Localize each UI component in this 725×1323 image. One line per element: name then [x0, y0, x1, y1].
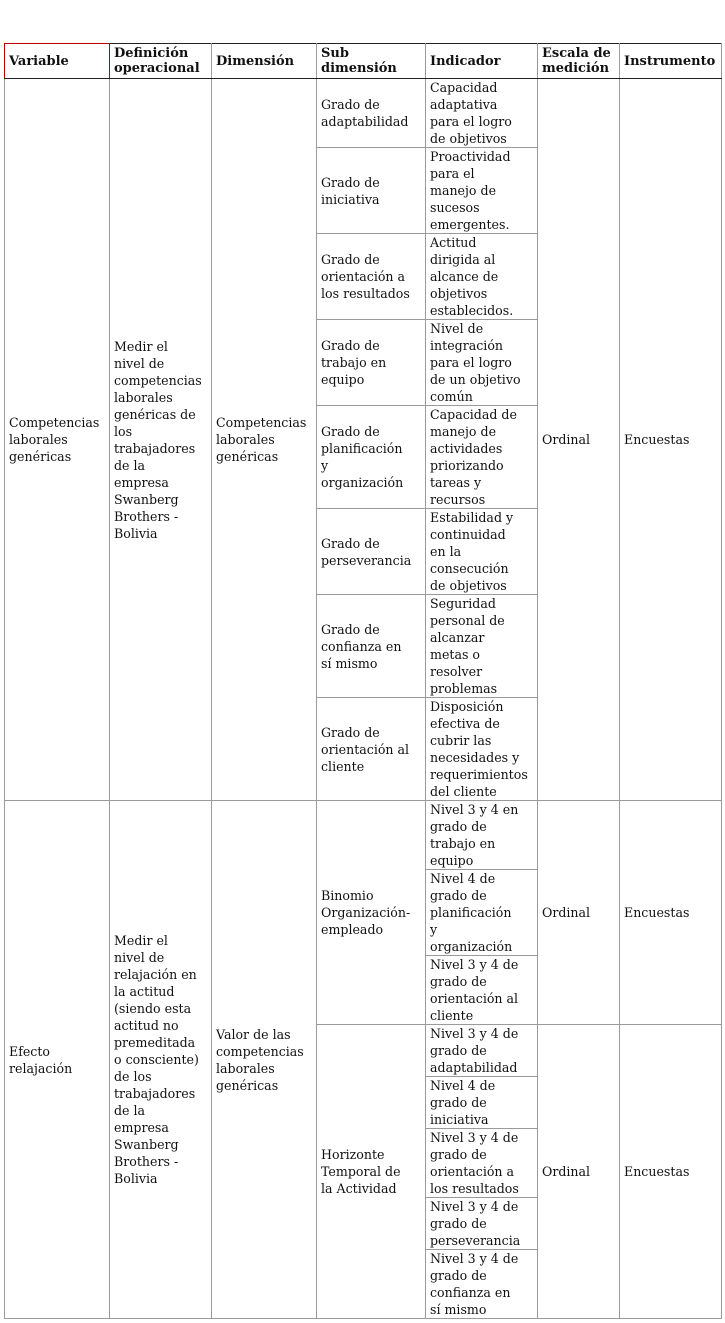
subdimension-cell: Grado de orientación al cliente	[317, 698, 426, 801]
indicador-cell: Estabilidad y continuidad en la consecución de objetivos	[426, 509, 538, 595]
indicador-cell: Nivel 3 y 4 de grado de orientación al cliente	[426, 956, 538, 1025]
indicador-cell: Actitud dirigida al alcance de objetivos establecidos.	[426, 234, 538, 320]
indicador-cell: Nivel 4 de grado de iniciativa	[426, 1077, 538, 1129]
indicador-cell: Nivel 3 y 4 de grado de confianza en sí mismo	[426, 1250, 538, 1319]
header-indicador: Indicador	[426, 44, 538, 79]
definicion-cell: Medir el nivel de relajación en la actitud (siendo esta actitud no premeditada o consciente) de los trabajadores de la empresa Swanberg Brothers - Bolivia	[110, 801, 212, 1319]
subdimension-cell: Grado de planificación y organización	[317, 406, 426, 509]
header-subdimension: Sub dimensión	[317, 44, 426, 79]
subdimension-cell: Horizonte Temporal de la Actividad	[317, 1025, 426, 1319]
subdimension-cell: Grado de trabajo en equipo	[317, 320, 426, 406]
header-instrumento: Instrumento	[620, 44, 722, 79]
escala-cell: Ordinal	[538, 1025, 620, 1319]
indicador-cell: Proactividad para el manejo de sucesos emergentes.	[426, 148, 538, 234]
escala-cell: Ordinal	[538, 79, 620, 801]
instrumento-cell: Encuestas	[620, 79, 722, 801]
operationalization-table	[4, 43, 722, 1319]
subdimension-cell: Grado de orientación a los resultados	[317, 234, 426, 320]
subdimension-cell: Grado de adaptabilidad	[317, 79, 426, 148]
subdimension-cell: Grado de perseverancia	[317, 509, 426, 595]
indicador-cell: Nivel 3 y 4 en grado de trabajo en equipo	[426, 801, 538, 870]
indicador-cell: Nivel 3 y 4 de grado de orientación a los resultados	[426, 1129, 538, 1198]
subdimension-cell: Binomio Organización- empleado	[317, 801, 426, 1025]
header-dimension: Dimensión	[212, 44, 317, 79]
header-row	[5, 44, 722, 79]
table-row	[5, 79, 722, 148]
indicador-cell: Nivel de integración para el logro de un objetivo común	[426, 320, 538, 406]
indicador-cell: Nivel 3 y 4 de grado de perseverancia	[426, 1198, 538, 1250]
indicador-cell: Nivel 4 de grado de planificación y organización	[426, 870, 538, 956]
indicador-cell: Seguridad personal de alcanzar metas o resolver problemas	[426, 595, 538, 698]
indicador-cell: Capacidad de manejo de actividades priorizando tareas y recursos	[426, 406, 538, 509]
indicador-cell: Nivel 3 y 4 de grado de adaptabilidad	[426, 1025, 538, 1077]
variable-cell: Competencias laborales genéricas	[5, 79, 110, 801]
subdimension-cell: Grado de iniciativa	[317, 148, 426, 234]
subdimension-cell: Grado de confianza en sí mismo	[317, 595, 426, 698]
indicador-cell: Disposición efectiva de cubrir las necesidades y requerimientos del cliente	[426, 698, 538, 801]
definicion-cell: Medir el nivel de competencias laborales genéricas de los trabajadores de la empresa Swanberg Brothers - Bolivia	[110, 79, 212, 801]
header-definicion: Definición operacional	[110, 44, 212, 79]
indicador-cell: Capacidad adaptativa para el logro de objetivos	[426, 79, 538, 148]
variable-cell: Efecto relajación	[5, 801, 110, 1319]
dimension-cell: Competencias laborales genéricas	[212, 79, 317, 801]
instrumento-cell: Encuestas	[620, 1025, 722, 1319]
escala-cell: Ordinal	[538, 801, 620, 1025]
dimension-cell: Valor de las competencias laborales genéricas	[212, 801, 317, 1319]
header-variable: Variable	[5, 44, 110, 79]
instrumento-cell: Encuestas	[620, 801, 722, 1025]
header-escala: Escala de medición	[538, 44, 620, 79]
table-row	[5, 801, 722, 870]
